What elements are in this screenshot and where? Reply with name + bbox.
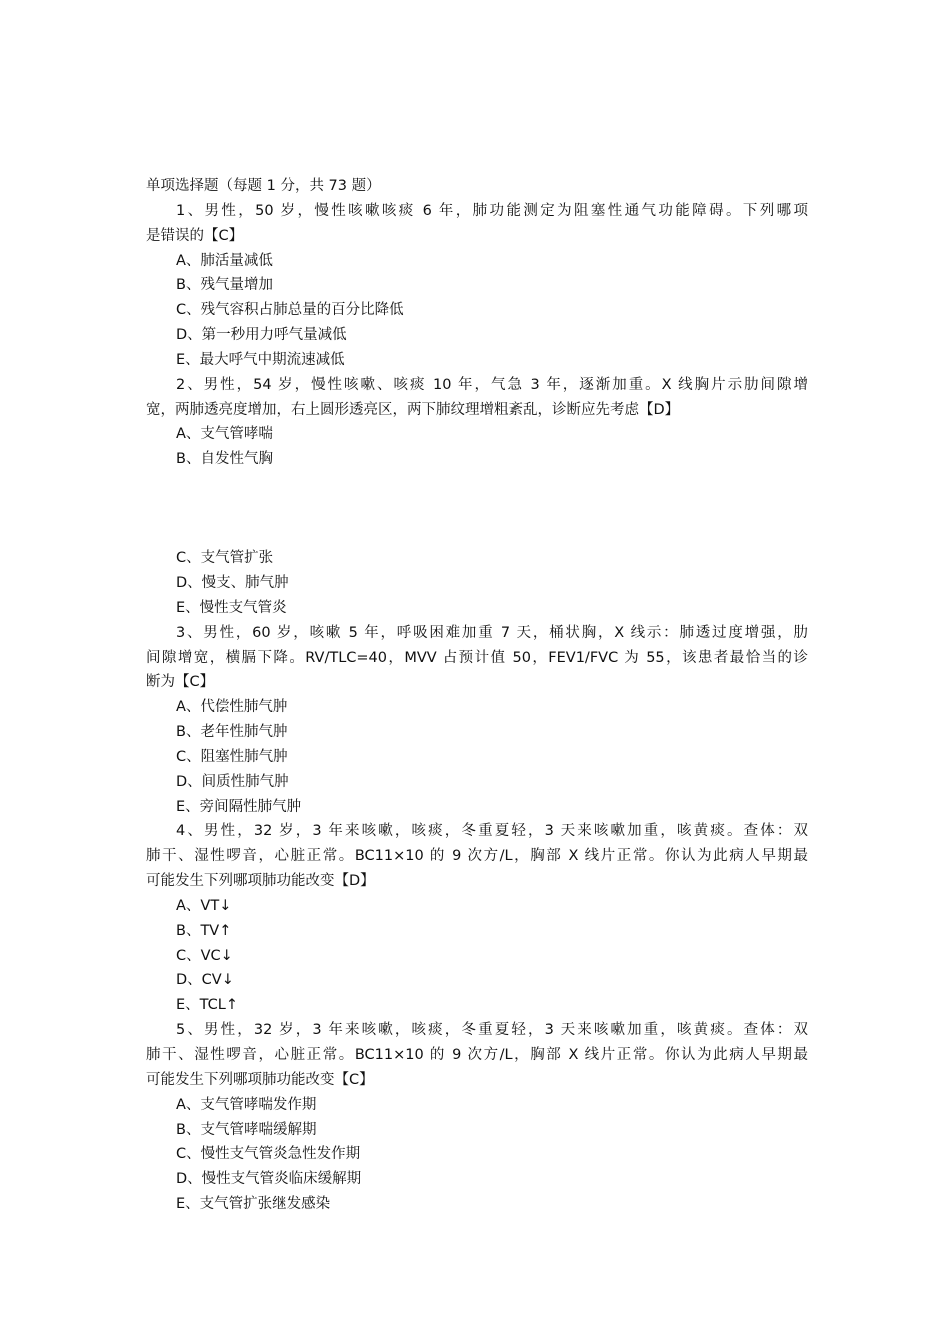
question-4 — [146, 819, 808, 1018]
option-d: D、第一秒用力呼气量减低 — [176, 327, 347, 344]
option-d: D、慢性支气管炎临床缓解期 — [176, 1171, 362, 1188]
question-stem-line: 断为【C】 — [146, 674, 215, 691]
question-stem-line: 4、男性，32 岁，3 年来咳嗽，咳痰，冬重夏轻，3 天来咳嗽加重，咳黄痰。查体：双 — [176, 823, 808, 840]
option-b: B、老年性肺气肿 — [176, 724, 288, 741]
option-c: C、慢性支气管炎急性发作期 — [176, 1146, 361, 1163]
option-a: A、肺活量减低 — [176, 252, 273, 269]
question-2 — [146, 373, 808, 621]
option-a: A、VT↓ — [176, 897, 232, 914]
option-e: E、旁间隔性肺气肿 — [176, 798, 302, 815]
option-a: A、支气管哮喘发作期 — [176, 1096, 317, 1113]
question-stem-line: 宽，两肺透亮度增加，右上圆形透亮区，两下肺纹理增粗紊乱，诊断应先考虑【D】 — [146, 401, 680, 418]
question-stem-line: 5、男性，32 岁，3 年来咳嗽，咳痰，冬重夏轻，3 天来咳嗽加重，咳黄痰。查体：双 — [176, 1022, 808, 1039]
option-e: E、TCL↑ — [176, 997, 239, 1014]
question-stem-line: 肺干、湿性啰音，心脏正常。BC11×10 的 9 次方/L，胸部 X 线片正常。你认为此病人早期最 — [146, 1047, 808, 1063]
option-a: A、代偿性肺气肿 — [176, 699, 288, 716]
question-stem-line: 1、男性，50 岁，慢性咳嗽咳痰 6 年，肺功能测定为阻塞性通气功能障碍。下列哪项 — [176, 202, 808, 219]
question-stem-line: 可能发生下列哪项肺功能改变【D】 — [146, 873, 375, 890]
option-d: D、CV↓ — [176, 972, 234, 989]
question-3 — [146, 621, 808, 820]
option-a: A、支气管哮喘 — [176, 426, 273, 443]
option-b: B、TV↑ — [176, 922, 232, 939]
option-d: D、慢支、肺气肿 — [176, 574, 289, 591]
option-b: B、自发性气胸 — [176, 451, 273, 468]
question-5 — [146, 1018, 808, 1217]
question-stem-line: 间隙增宽，横膈下降。RV/TLC=40，MVV 占预计值 50，FEV1/FVC 为 55，该患者最恰当的诊 — [146, 649, 808, 666]
question-stem-line: 肺干、湿性啰音，心脏正常。BC11×10 的 9 次方/L，胸部 X 线片正常。你认为此病人早期最 — [146, 848, 808, 865]
question-stem-line: 是错误的【C】 — [146, 227, 244, 244]
document-body — [146, 174, 808, 1217]
option-e: E、最大呼气中期流速减低 — [176, 351, 345, 368]
question-stem-line: 可能发生下列哪项肺功能改变【C】 — [146, 1071, 374, 1088]
option-c: C、支气管扩张 — [176, 550, 274, 567]
option-c: C、残气容积占肺总量的百分比降低 — [176, 302, 404, 319]
question-stem-line: 2、男性，54 岁，慢性咳嗽、咳痰 10 年，气急 3 年，逐渐加重。X 线胸片示肋间隙增 — [176, 376, 808, 393]
option-e: E、慢性支气管炎 — [176, 599, 287, 616]
option-c: C、阻塞性肺气肿 — [176, 748, 288, 765]
option-b: B、残气量增加 — [176, 277, 273, 294]
option-c: C、VC↓ — [176, 947, 233, 964]
question-stem-line: 3、男性，60 岁，咳嗽 5 年，呼吸困难加重 7 天，桶状胸，X 线示：肺透过度增强，肋 — [176, 624, 808, 641]
option-e: E、支气管扩张继发感染 — [176, 1196, 331, 1213]
option-b: B、支气管哮喘缓解期 — [176, 1121, 317, 1138]
question-1 — [146, 199, 808, 373]
section-title: 单项选择题（每题 1 分，共 73 题） — [146, 178, 381, 194]
page-gap — [146, 472, 808, 546]
option-d: D、间质性肺气肿 — [176, 773, 289, 790]
